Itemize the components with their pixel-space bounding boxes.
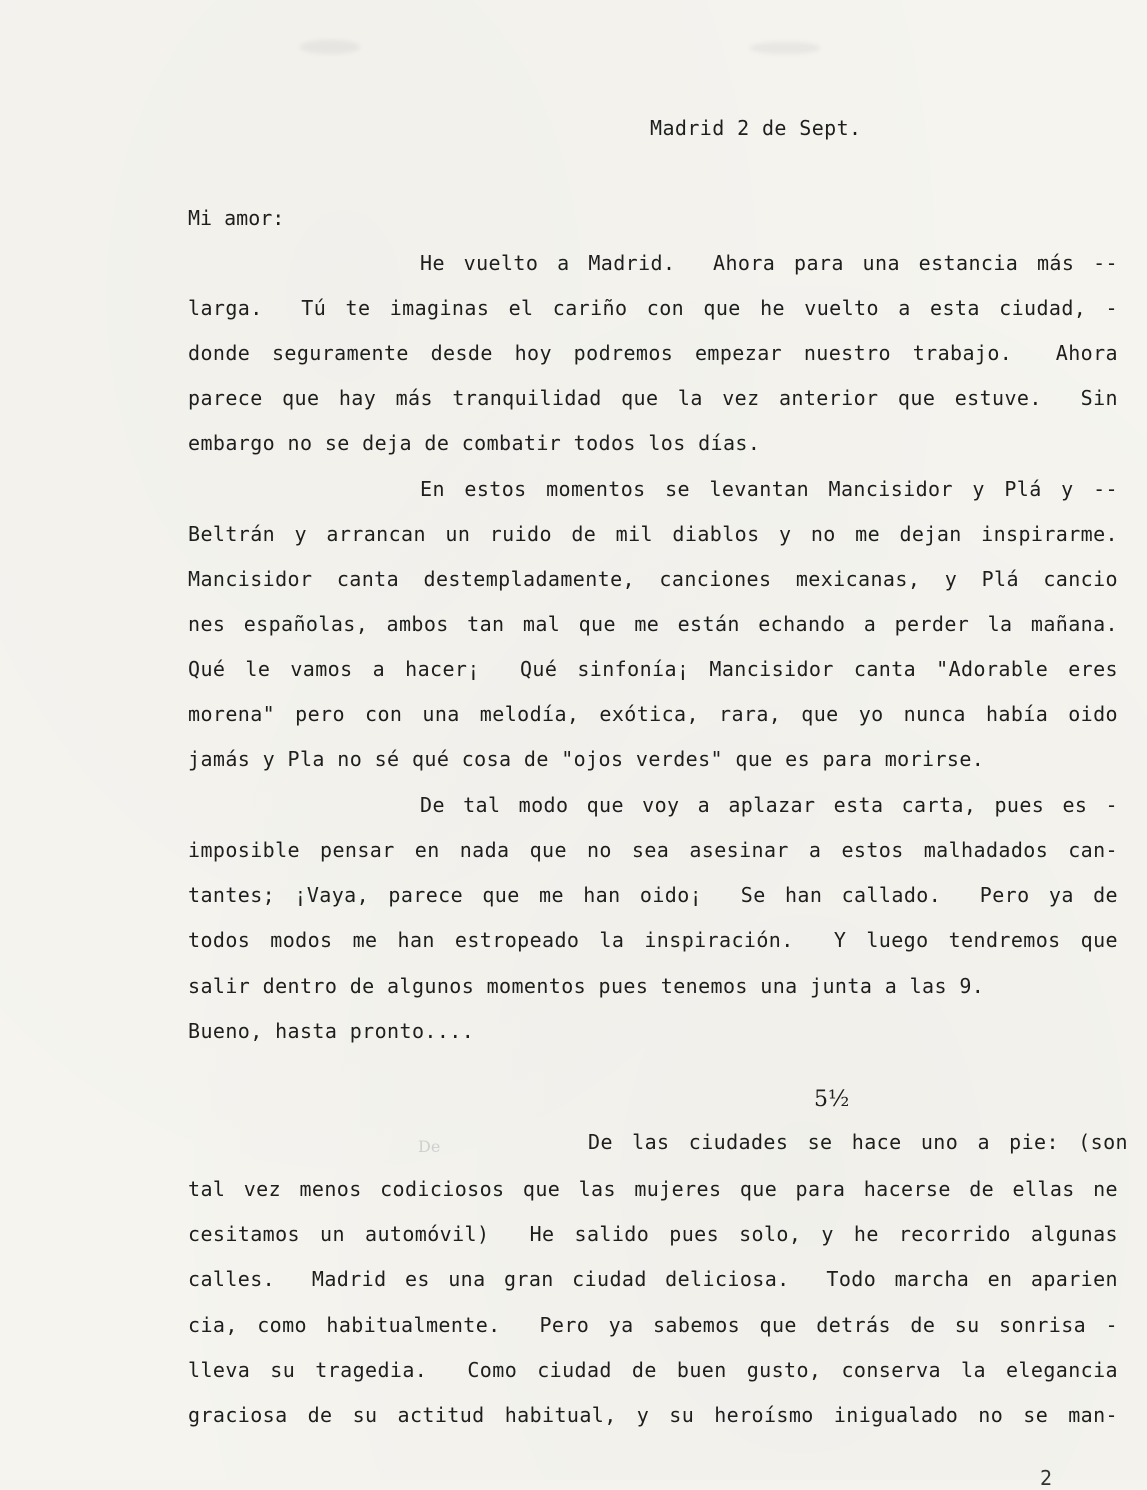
body-line: jamás y Pla no sé qué cosa de "ojos verdes" que es para morirse. — [188, 747, 985, 771]
body-line: embargo no se deja de combatir todos los días. — [188, 431, 761, 455]
body-line: todos modos me han estropeado la inspiración. Y luego tendremos que — [188, 928, 1118, 952]
body-line: Bueno, hasta pronto.... — [188, 1019, 475, 1043]
body-line: lleva su tragedia. Como ciudad de buen gusto, conserva la elegancia — [188, 1358, 1118, 1382]
paper-smudge — [300, 40, 360, 54]
body-line: calles. Madrid es una gran ciudad deliciosa. Todo marcha en aparien — [188, 1267, 1118, 1291]
body-line: tal vez menos codiciosos que las mujeres que para hacerse de ellas ne — [188, 1177, 1118, 1201]
body-line: salir dentro de algunos momentos pues tenemos una junta a las 9. — [188, 974, 985, 998]
body-line: graciosa de su actitud habitual, y su heroísmo inigualado no se man- — [188, 1403, 1118, 1427]
body-line: nes españolas, ambos tan mal que me están echando a perder la mañana. — [188, 612, 1118, 636]
body-line: morena" pero con una melodía, exótica, rara, que yo nunca había oido — [188, 702, 1118, 726]
faint-typed-text: De — [418, 1137, 441, 1156]
body-line: Mancisidor canta destempladamente, canciones mexicanas, y Plá cancio — [188, 567, 1118, 591]
letter-salutation: Mi amor: — [188, 206, 285, 230]
body-line: cia, como habitualmente. Pero ya sabemos que detrás de su sonrisa - — [188, 1313, 1118, 1337]
handwritten-note: 5½ — [814, 1087, 850, 1112]
body-line: donde seguramente desde hoy podremos empezar nuestro trabajo. Ahora — [188, 341, 1118, 365]
body-line: cesitamos un automóvil) He salido pues solo, y he recorrido algunas — [188, 1222, 1118, 1246]
body-line: Beltrán y arrancan un ruido de mil diablos y no me dejan inspirarme. — [188, 522, 1118, 546]
body-line: tantes; ¡Vaya, parece que me han oido¡ Se han callado. Pero ya de — [188, 883, 1118, 907]
paper-smudge — [750, 42, 820, 54]
body-line: De las ciudades se hace uno a pie: (son — [588, 1130, 1128, 1154]
body-line: De tal modo que voy a aplazar esta carta, pues es - — [420, 793, 1118, 817]
body-line: parece que hay más tranquilidad que la vez anterior que estuve. Sin — [188, 386, 1118, 410]
body-line: He vuelto a Madrid. Ahora para una estancia más -- — [420, 251, 1118, 275]
body-line: Qué le vamos a hacer¡ Qué sinfonía¡ Mancisidor canta "Adorable eres — [188, 657, 1118, 681]
body-line: imposible pensar en nada que no sea asesinar a estos malhadados can- — [188, 838, 1118, 862]
body-line: larga. Tú te imaginas el cariño con que he vuelto a esta ciudad, - — [188, 296, 1118, 320]
body-line: En estos momentos se levantan Mancisidor y Plá y -- — [420, 477, 1118, 501]
page-number: 2 — [1040, 1466, 1053, 1490]
letter-date: Madrid 2 de Sept. — [650, 116, 862, 140]
